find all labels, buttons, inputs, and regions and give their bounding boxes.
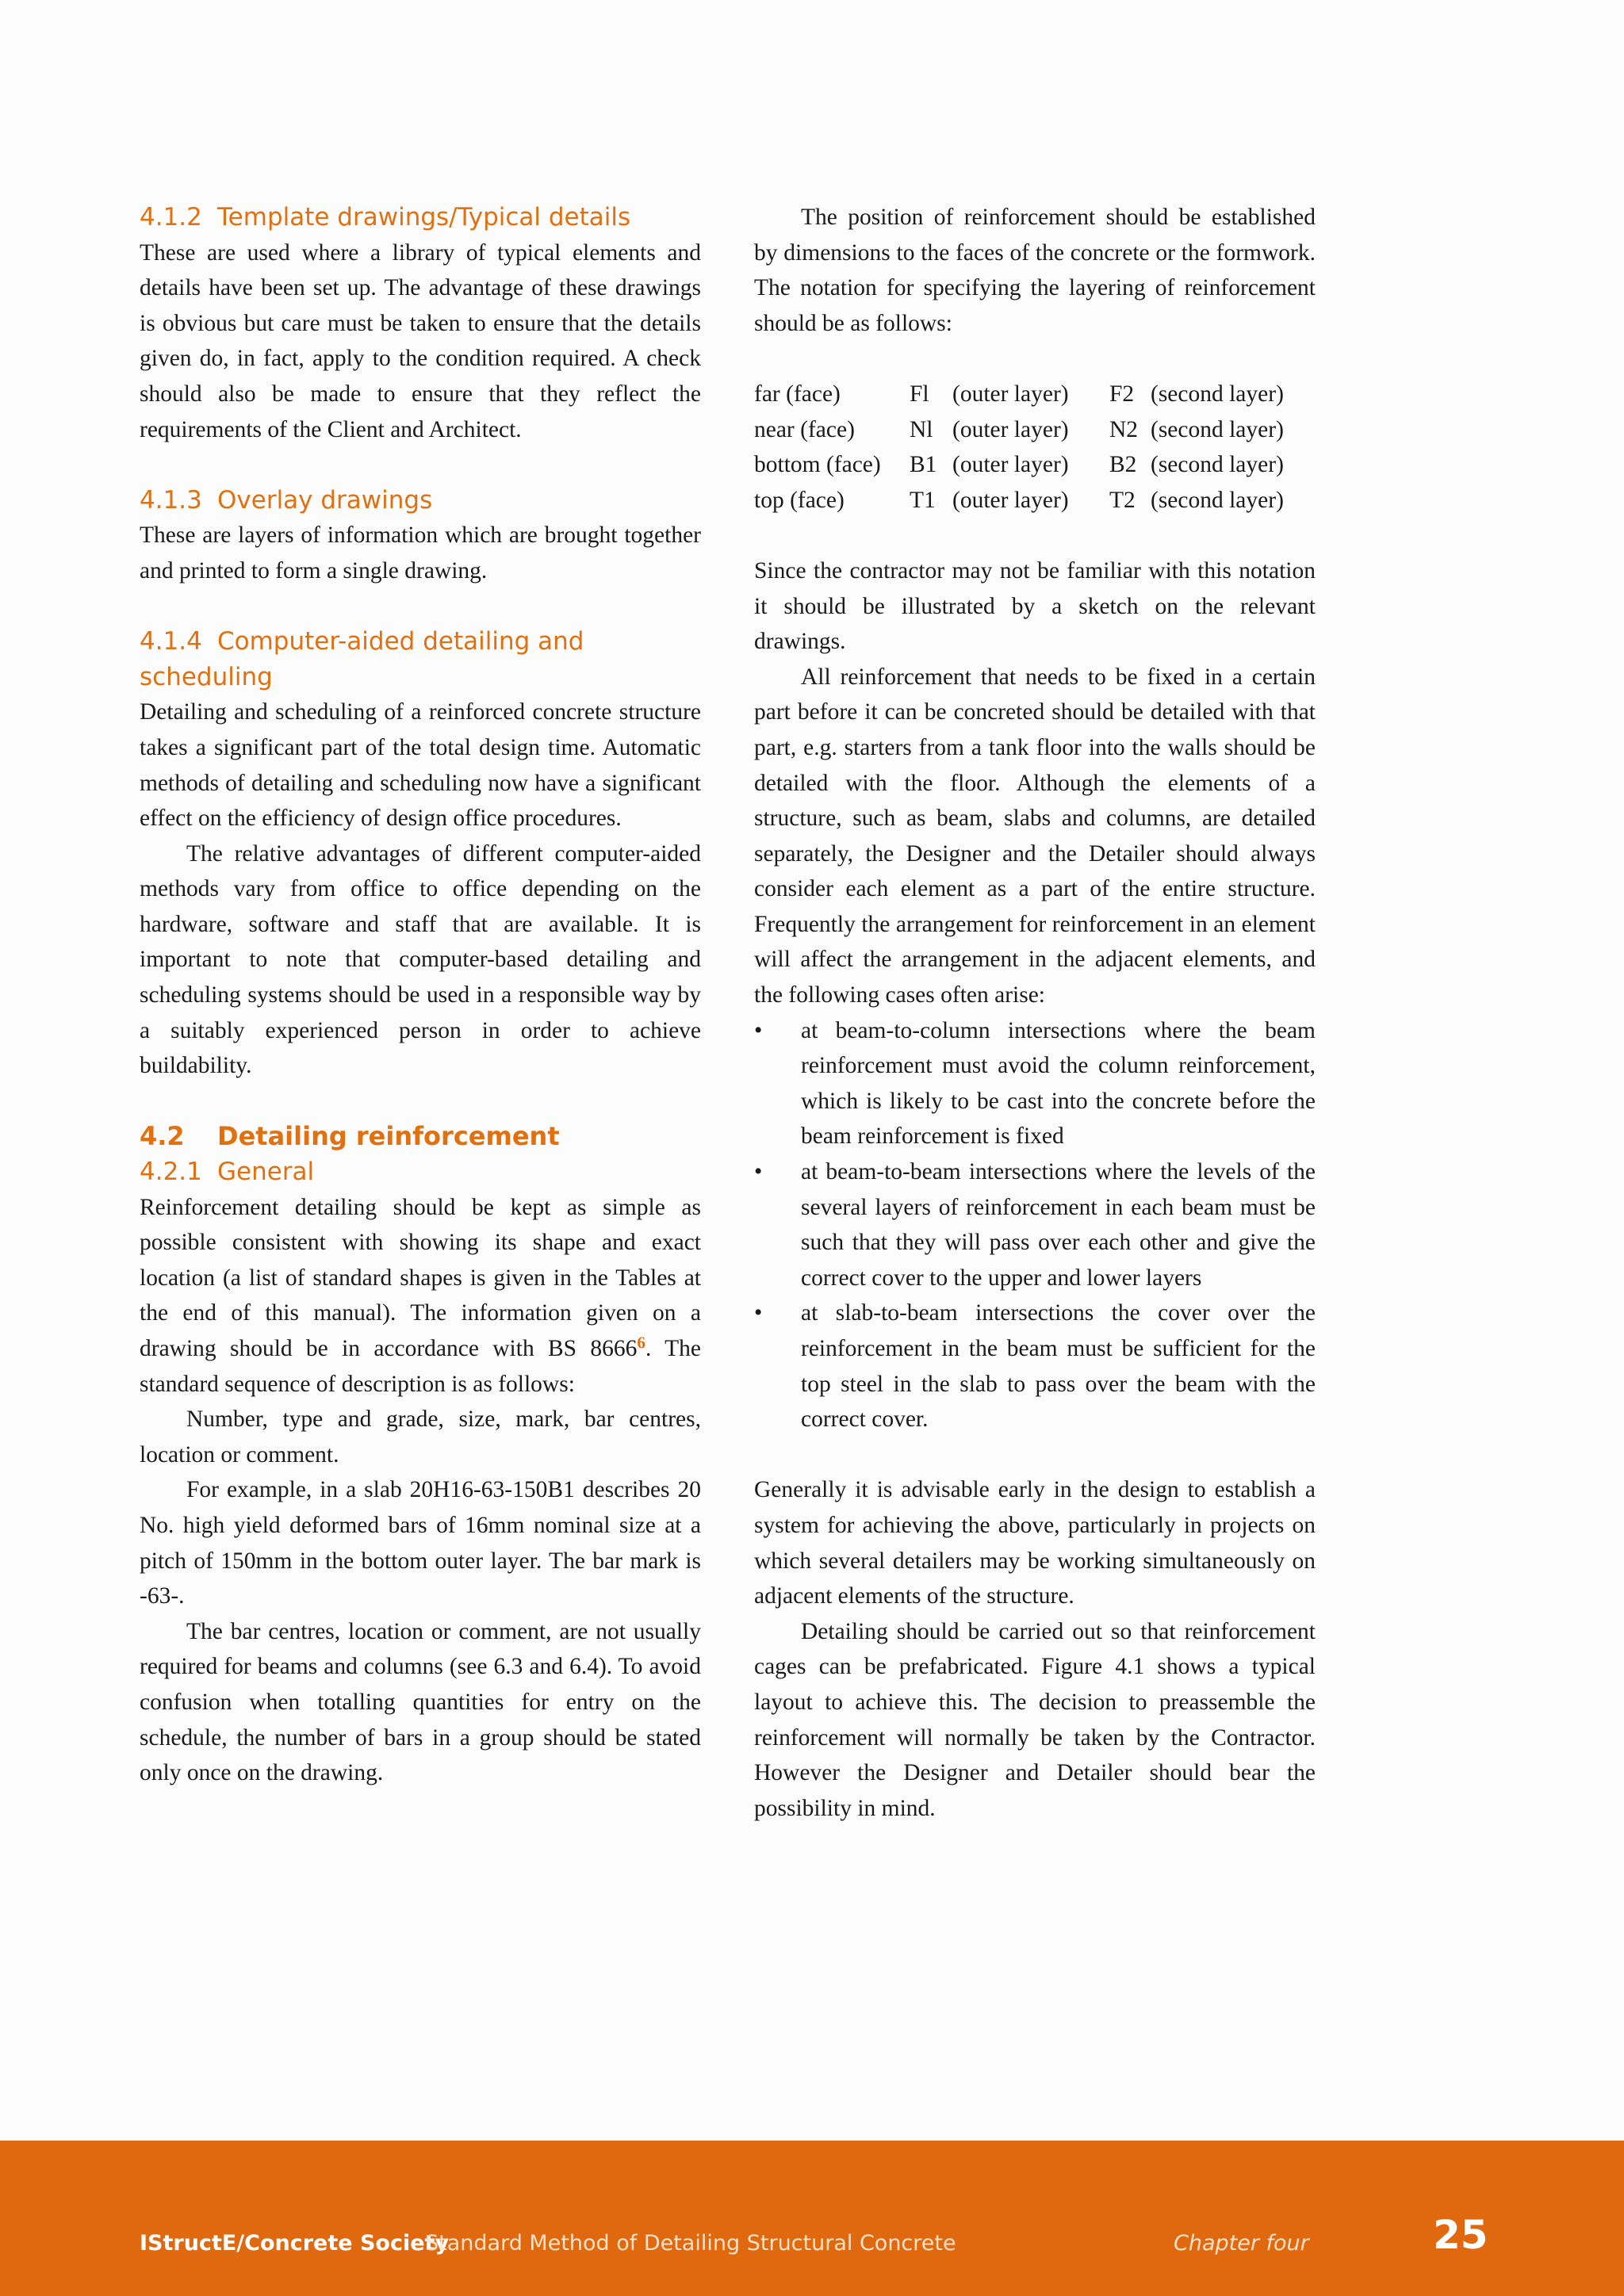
section-title-continued: scheduling [140, 662, 273, 691]
code-cell: Fl [910, 381, 929, 407]
paragraph-text: . The standard sequence of description is as follows: [140, 1336, 702, 1397]
layer-cell: (outer layer) [952, 452, 1069, 478]
paragraph: The relative advantages of different computer-aided methods vary from office to office depending on the hardware, software and staff that are available. It is important to note that computer-based detailing and scheduling systems should be used in a responsible way by a suitably experienced person in order to achieve buildability. [140, 840, 701, 1079]
code-cell: B2 [1109, 452, 1137, 478]
section-title: Computer-aided detailing and [217, 627, 584, 656]
paragraph: Generally it is advisable early in the design to establish a system for achieving the above, particularly in projects on which several detailers may be working simultaneously on adjacent elements of the structure. [754, 1477, 1316, 1609]
list-item: • at beam-to-column intersections where the beam reinforcement must avoid the column reinforcement, which is likely to be cast into the concrete before the beam reinforcement is fixed [754, 1013, 1316, 1154]
paragraph: The bar centres, location or comment, are not usually required for beams and columns (see 6.3 and 6.4). To avoid confusion when totalling quantities for entry on the schedule, the number of bars in a group should be stated only once on the drawing. [140, 1618, 701, 1786]
section-heading-4-2 [140, 1119, 701, 1154]
paragraph: These are used where a library of typical elements and details have been set up. The advantage of these drawings is obvious but care must be taken to ensure that the details given do, in fact, apply to the condition required. A check should also be made to ensure that they reflect the requirements of the Client and Architect. [140, 239, 701, 442]
table-row [754, 412, 1284, 448]
face-cell: near (face) [754, 416, 855, 442]
left-column [140, 200, 701, 1791]
layer-cell: (second layer) [1151, 487, 1284, 513]
section-title: Overlay drawings [217, 485, 433, 515]
section-title: General [217, 1158, 315, 1187]
paragraph: For example, in a slab 20H16-63-150B1 describes 20 No. high yield deformed bars of 16mm nominal size at a pitch of 150mm in the bottom outer layer. The bar mark is -63-. [140, 1477, 701, 1609]
paragraph-text: Reinforcement detailing should be kept as simple as possible consistent with showing its shape and exact location (a list of standard shapes is given in the Tables at the end of this manual). The information given on a drawing should be in accordance with BS 8666 [140, 1194, 701, 1361]
layer-cell: (outer layer) [952, 381, 1069, 407]
code-cell: Nl [910, 416, 933, 442]
section-title: Template drawings/Typical details [217, 203, 631, 232]
section-number: 4.1.2 [140, 203, 202, 232]
section-title: Detailing reinforcement [217, 1121, 560, 1152]
section-number: 4.2 [140, 1121, 185, 1152]
reference-link[interactable]: 6 [637, 1333, 645, 1353]
layer-notation-table [754, 377, 1284, 518]
footer-organisation: IStructE/Concrete Society [140, 2231, 450, 2256]
footer-publication-title: Standard Method of Detailing Structural Concrete [425, 2231, 956, 2256]
section-heading-4-1-2 [140, 200, 701, 235]
paragraph: The position of reinforcement should be established by dimensions to the faces of the concrete or the formwork. The notation for specifying the layering of reinforcement should be as follows: [754, 205, 1316, 336]
section-heading-4-1-4 [140, 624, 701, 695]
layer-cell: (outer layer) [952, 487, 1069, 513]
layer-cell: (second layer) [1151, 381, 1284, 407]
section-heading-4-1-3 [140, 483, 701, 519]
section-number: 4.2.1 [140, 1158, 202, 1187]
paragraph: Detailing should be carried out so that reinforcement cages can be prefabricated. Figure 4.1 shows a typical layout to achieve this. The decision to preassemble the reinforcement will normally be taken by the Contractor. However the Designer and Detailer should bear the possibility in mind. [754, 1618, 1316, 1821]
page-footer [0, 2141, 1624, 2296]
table-row [754, 377, 1284, 412]
section-number: 4.1.4 [140, 627, 202, 656]
section-number: 4.1.3 [140, 485, 202, 515]
paragraph: All reinforcement that needs to be fixed in a certain part before it can be concreted should be detailed with that part, e.g. starters from a tank floor into the walls should be detailed with the floor. Although the elements of a structure, such as beam, slabs and columns, are detailed separately, the Designer and the Detailer should always consider each element as a part of the entire structure. Frequently the arrangement for reinforcement in an element will affect the arrangement in the adjacent elements, and the following cases often arise: [754, 664, 1316, 1008]
footer-chapter: Chapter four [1174, 2231, 1309, 2256]
face-cell: bottom (face) [754, 452, 881, 478]
code-cell: B1 [910, 452, 937, 478]
table-row [754, 447, 1284, 483]
layer-cell: (second layer) [1151, 452, 1284, 478]
layer-cell: (outer layer) [952, 416, 1069, 442]
paragraph: Detailing and scheduling of a reinforced concrete structure takes a significant part of the total design time. Automatic methods of detailing and scheduling now have a significant effect on the efficiency of design office procedures. [140, 699, 701, 832]
code-cell: T2 [1109, 487, 1136, 513]
face-cell: far (face) [754, 381, 841, 407]
code-cell: T1 [910, 487, 936, 513]
code-cell: N2 [1109, 416, 1139, 442]
face-cell: top (face) [754, 487, 845, 513]
layer-cell: (second layer) [1151, 416, 1284, 442]
bullet-list [754, 1013, 1316, 1437]
paragraph: Number, type and grade, size, mark, bar centres, location or comment. [140, 1406, 701, 1468]
list-item: • at beam-to-beam intersections where the levels of the several layers of reinforcement in each beam must be such that they will pass over each other and give the correct cover to the upper and lower layers [754, 1154, 1316, 1295]
section-heading-4-2-1 [140, 1154, 701, 1190]
paragraph [140, 1190, 701, 1402]
table-row [754, 483, 1284, 519]
right-column [754, 200, 1316, 1826]
paragraph: Since the contractor may not be familiar with this notation it should be illustrated by a sketch on the relevant drawings. [754, 557, 1316, 655]
code-cell: F2 [1109, 381, 1135, 407]
paragraph: These are layers of information which are brought together and printed to form a single drawing. [140, 522, 701, 584]
page-number: 25 [1433, 2212, 1488, 2258]
list-item: • at slab-to-beam intersections the cover over the reinforcement in the beam must be sufficient for the top steel in the slab to pass over the beam with the correct cover. [754, 1295, 1316, 1437]
